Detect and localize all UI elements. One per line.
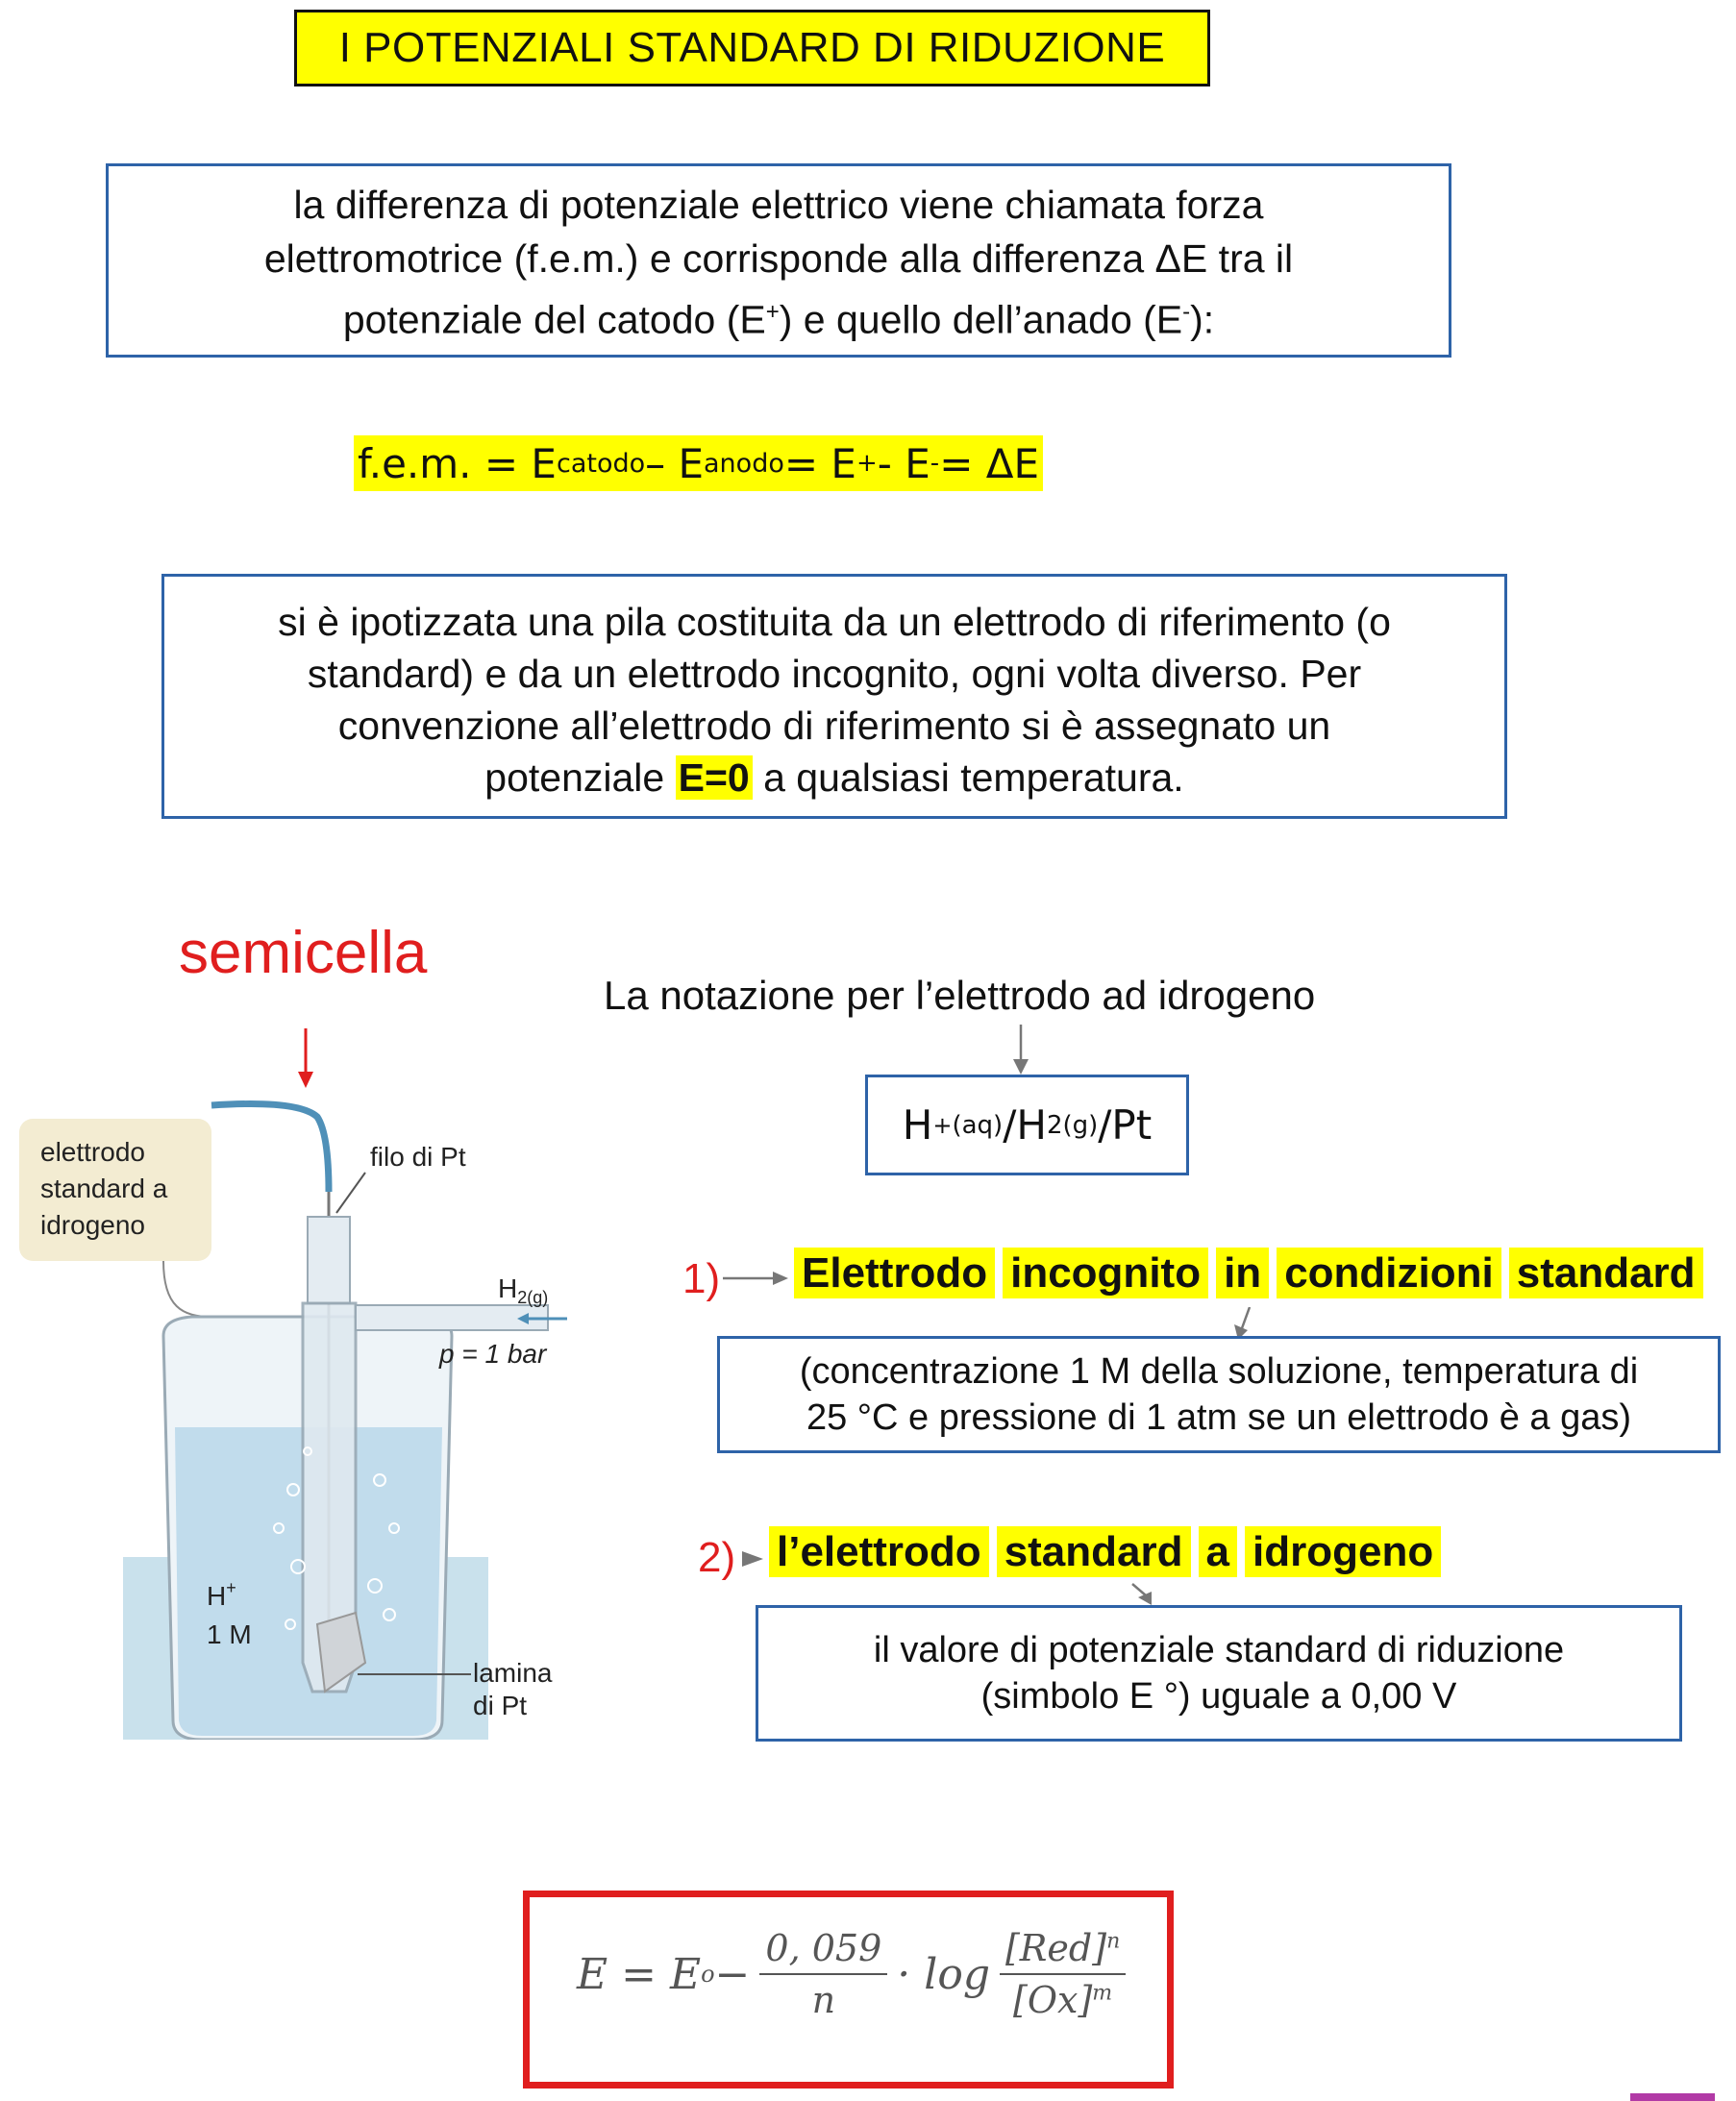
step2-number: 2)	[698, 1534, 736, 1581]
step1-word: in	[1216, 1248, 1269, 1298]
intro-line: elettromotrice (f.e.m.) e corrisponde alla differenza ΔE tra il	[263, 236, 1294, 281]
wire-label: filo di Pt	[370, 1142, 466, 1172]
step2-word: l’elettrodo	[769, 1526, 989, 1577]
nernst-numerator: 0, 059	[759, 1927, 887, 1975]
step2-heading	[769, 1528, 1441, 1576]
semicella-arrow-head	[298, 1072, 313, 1088]
plate-label-line: di Pt	[473, 1691, 528, 1720]
reference-line: si è ipotizzata una pila costituita da un elettrodo di riferimento (o	[278, 600, 1391, 644]
page-title	[294, 10, 1210, 87]
wire-tube	[211, 1104, 329, 1193]
electrode-label-line: standard a	[40, 1174, 168, 1203]
notation-caption: La notazione per l’elettrodo ad idrogeno	[604, 973, 1316, 1018]
step2-desc-line: (simbolo E °) uguale a 0,00 V	[980, 1676, 1457, 1717]
nernst-denominator: n	[811, 1979, 836, 2021]
step2-word: idrogeno	[1245, 1526, 1441, 1577]
notation-arrow	[1009, 1025, 1038, 1078]
step2-description-box	[756, 1605, 1682, 1742]
semicella-label: semicella	[179, 920, 428, 986]
step2-arrow	[740, 1547, 769, 1570]
electrode-label-line: idrogeno	[40, 1210, 145, 1240]
step1-desc-line: 25 °C e pressione di 1 atm se un elettrodo è a gas)	[806, 1397, 1632, 1438]
intro-line: la differenza di potenziale elettrico viene chiamata forza	[293, 183, 1264, 227]
pressure-label: p = 1 bar	[439, 1339, 547, 1369]
step1-word: Elettrodo	[794, 1248, 995, 1298]
step2-small-arrow	[1130, 1582, 1157, 1607]
electrode-label-line: elettrodo	[40, 1137, 145, 1167]
step1-word: condizioni	[1277, 1248, 1501, 1298]
intro-line: potenziale del catodo (E+) e quello dell’anado (E-):	[342, 297, 1215, 342]
step2-word: a	[1199, 1526, 1237, 1577]
fem-formula: f.e.m. = E catodo – E anodo = E + - E - = ΔE	[354, 435, 1043, 491]
step2-desc-line: il valore di potenziale standard di riduzione	[873, 1630, 1565, 1670]
notation-box: H + (aq) /H 2(g) /Pt	[865, 1075, 1189, 1175]
step1-number: 1)	[682, 1255, 721, 1302]
page-title-text: I POTENZIALI STANDARD DI RIDUZIONE	[338, 24, 1166, 71]
step1-heading	[794, 1249, 1703, 1298]
nernst-equation: E = E o − $\frac{0, 059}{n}$ · log $\frac{[Red]^n}{[Ox]^m}$	[577, 1927, 1135, 2021]
intro-box	[106, 163, 1451, 358]
step1-word: incognito	[1003, 1248, 1208, 1298]
plate-label-line: lamina	[473, 1658, 553, 1688]
step1-description-box	[717, 1336, 1721, 1453]
reference-line: standard) e da un elettrodo incognito, ogni volta diverso. Per	[307, 652, 1362, 696]
ion-label: H+	[207, 1578, 236, 1611]
step2-word: standard	[997, 1526, 1191, 1577]
e-zero-highlight: E=0	[676, 755, 753, 800]
reference-box	[161, 574, 1507, 819]
step1-desc-line: (concentrazione 1 M della soluzione, temperatura di	[799, 1351, 1639, 1392]
concentration-label: 1 M	[207, 1619, 252, 1649]
reference-line: potenziale E=0 a qualsiasi temperatura.	[484, 755, 1184, 800]
hydrogen-electrode-diagram	[19, 1028, 615, 1740]
gas-label: $H_{2(g)}$	[498, 1273, 549, 1307]
slide-corner-mark	[1630, 2093, 1715, 2101]
step1-word: standard	[1509, 1248, 1703, 1298]
reference-line: convenzione all’elettrodo di riferimento si è assegnato un	[337, 704, 1331, 748]
step1-small-arrow	[1230, 1307, 1259, 1340]
step1-arrow	[723, 1267, 790, 1290]
